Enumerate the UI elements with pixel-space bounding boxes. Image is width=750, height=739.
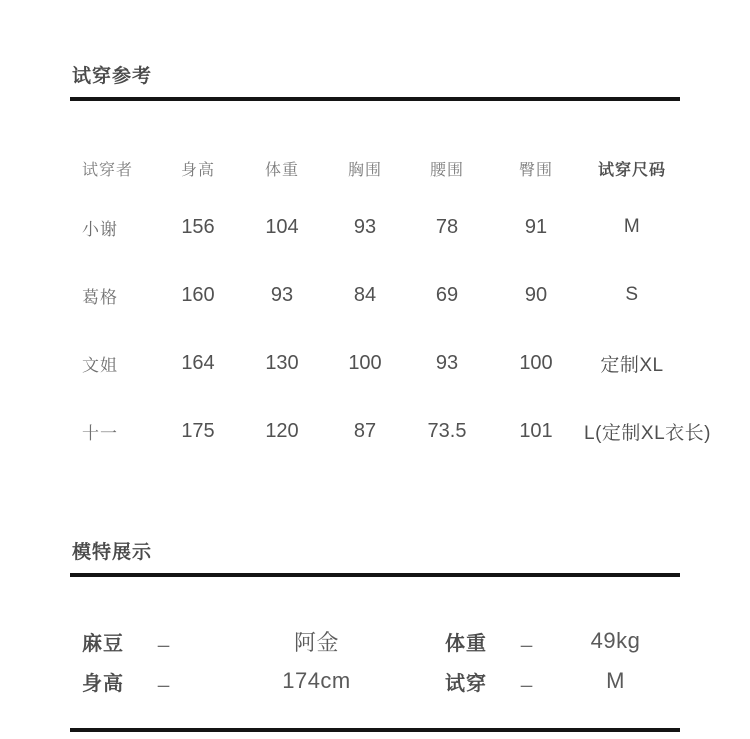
- weight-value: 104: [265, 215, 299, 238]
- hip-value: 100: [519, 351, 553, 374]
- model-field-value: 49kg: [590, 628, 641, 653]
- model-field-label: 麻豆: [82, 632, 124, 655]
- fitting-section-header: [70, 61, 680, 101]
- bust-value: 100: [348, 351, 382, 374]
- table-row: [70, 329, 680, 397]
- size-value: L(定制XL衣长): [584, 422, 711, 444]
- weight-value: 130: [265, 351, 299, 374]
- model-info-grid: [70, 621, 680, 701]
- waist-value: 69: [435, 283, 459, 306]
- model-field-height: [82, 661, 445, 701]
- next-section-underline-partial: [70, 728, 680, 732]
- height-value: 175: [181, 419, 215, 442]
- model-field-label: 身高: [82, 672, 124, 695]
- weight-value: 120: [265, 419, 299, 442]
- model-field-value: M: [606, 668, 625, 693]
- hip-value: 90: [524, 283, 548, 306]
- height-value: 164: [181, 351, 215, 374]
- field-separator-dash: _: [521, 665, 533, 688]
- fitting-table-header-row: [70, 143, 680, 193]
- table-row: [70, 261, 680, 329]
- model-display-section: [0, 537, 750, 701]
- model-title-underline: [70, 573, 680, 577]
- height-value: 156: [181, 215, 215, 238]
- waist-value: 78: [435, 215, 459, 238]
- height-value: 160: [181, 283, 215, 306]
- column-header-size: 试穿尺码: [597, 161, 666, 179]
- model-section-header: [70, 537, 680, 577]
- waist-value: 93: [435, 351, 459, 374]
- hip-value: 91: [524, 215, 548, 238]
- bust-value: 84: [353, 283, 377, 306]
- weight-value: 93: [270, 283, 294, 306]
- model-field-value: 阿金: [293, 629, 339, 655]
- table-row: [70, 193, 680, 261]
- column-header-height: 身高: [180, 161, 215, 179]
- column-header-fitter: 试穿者: [82, 161, 134, 179]
- size-value: S: [625, 284, 639, 305]
- hip-value: 101: [519, 419, 553, 442]
- model-field-size: [445, 661, 680, 701]
- fitting-section-title: 试穿参考: [72, 66, 153, 87]
- fitter-name: 文姐: [82, 355, 118, 375]
- fitting-table: [70, 143, 711, 465]
- field-separator-dash: _: [158, 665, 170, 688]
- model-field-name: [82, 621, 445, 661]
- model-field-label: 试穿: [445, 672, 487, 695]
- size-value: 定制XL: [600, 354, 664, 376]
- column-header-hip: 臀围: [518, 161, 553, 179]
- table-row: [70, 397, 711, 465]
- bust-value: 87: [353, 419, 377, 442]
- field-separator-dash: _: [521, 625, 533, 648]
- size-value: M: [623, 216, 641, 237]
- fitter-name: 葛格: [82, 287, 118, 307]
- bust-value: 93: [353, 215, 377, 238]
- column-header-waist: 腰围: [429, 161, 464, 179]
- model-section-title: 模特展示: [72, 542, 153, 563]
- fitter-name: 小谢: [82, 219, 118, 239]
- field-separator-dash: _: [158, 625, 170, 648]
- waist-value: 73.5: [427, 419, 467, 442]
- column-header-bust: 胸围: [347, 161, 382, 179]
- model-field-value: 174cm: [282, 668, 351, 693]
- model-field-weight: [445, 621, 680, 661]
- column-header-weight: 体重: [264, 161, 299, 179]
- fitter-name: 十一: [82, 423, 118, 443]
- fitting-title-underline: [70, 97, 680, 101]
- model-field-label: 体重: [445, 632, 487, 655]
